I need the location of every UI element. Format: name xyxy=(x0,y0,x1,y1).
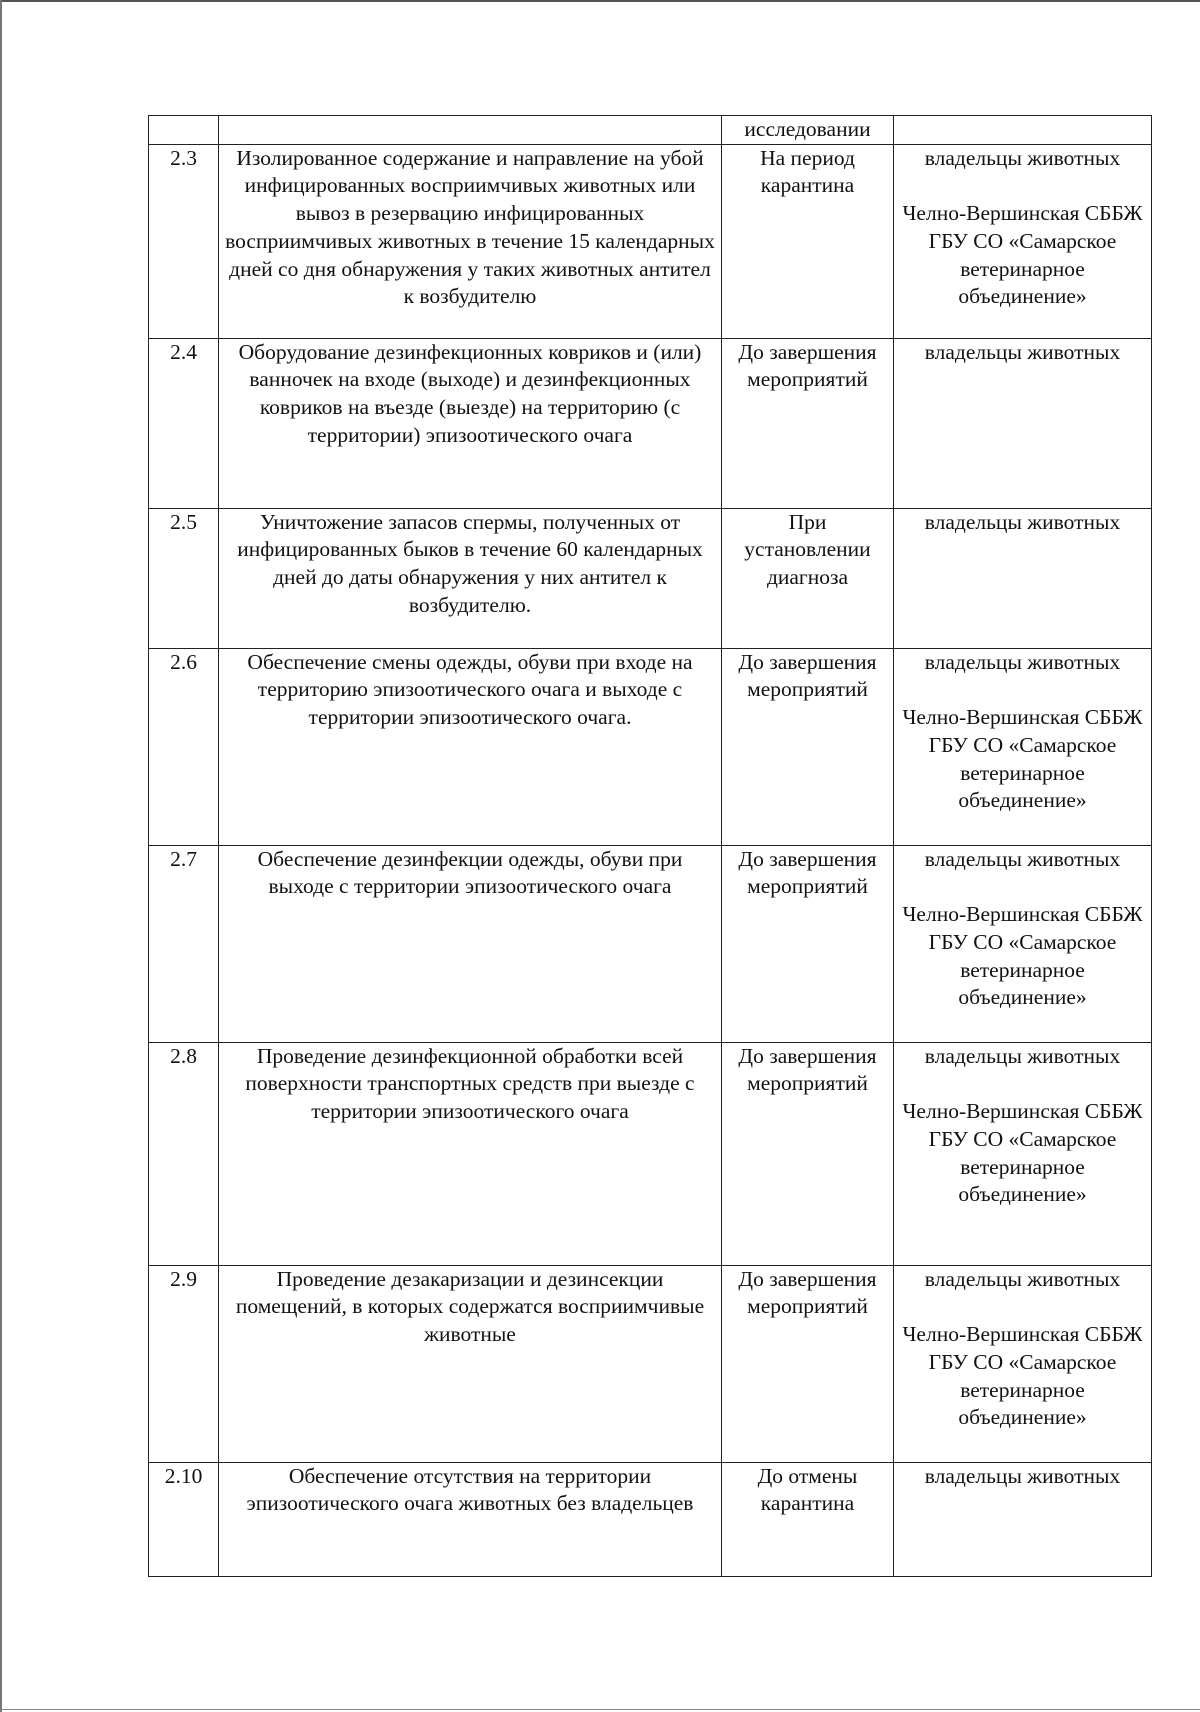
cell-num: 2.7 xyxy=(149,845,219,1042)
cell-term: До завершения мероприятий xyxy=(722,845,894,1042)
responsible-org: Челно-Вершинская СББЖ ГБУ СО «Самарское ветеринарное объединение» xyxy=(902,1099,1143,1207)
responsible-org: Челно-Вершинская СББЖ ГБУ СО «Самарское ветеринарное объединение» xyxy=(902,902,1143,1010)
scan-edge-left xyxy=(0,0,2,1712)
responsible-owner: владельцы животных xyxy=(924,846,1121,871)
cell-num: 2.9 xyxy=(149,1265,219,1462)
cell-term: До завершения мероприятий xyxy=(722,1265,894,1462)
cell-measure: Оборудование дезинфекционных ковриков и (или) ванночек на входе (выходе) и дезинфекционных ковриков на въезде (выезде) на территорию (с территории) эпизоотического очага xyxy=(219,338,722,508)
cell-num: 2.4 xyxy=(149,338,219,508)
cell-measure: Обеспечение дезинфекции одежды, обуви при выходе с территории эпизоотического очага xyxy=(219,845,722,1042)
responsible-owner: владельцы животных xyxy=(924,1043,1121,1068)
responsible-owner: владельцы животных xyxy=(924,145,1121,170)
cell-measure: Обеспечение смены одежды, обуви при входе на территорию эпизоотического очага и выходе с территории эпизоотического очага. xyxy=(219,648,722,845)
table-row xyxy=(149,144,1152,338)
cell-measure: Уничтожение запасов спермы, полученных от инфицированных быков в течение 60 календарных дней до даты обнаружения у них антител к возбудителю. xyxy=(219,508,722,648)
cell-num: 2.8 xyxy=(149,1042,219,1265)
responsible-org: Челно-Вершинская СББЖ ГБУ СО «Самарское ветеринарное объединение» xyxy=(902,705,1143,813)
cell-term: До завершения мероприятий xyxy=(722,1042,894,1265)
cell-responsible xyxy=(894,1042,1152,1265)
table-row xyxy=(149,1265,1152,1462)
cell-term: До отмены карантина xyxy=(722,1462,894,1576)
cell-responsible xyxy=(894,338,1152,508)
cell-responsible xyxy=(894,648,1152,845)
table-row xyxy=(149,845,1152,1042)
responsible-owner: владельцы животных xyxy=(924,1463,1121,1488)
cell-responsible xyxy=(894,116,1152,145)
responsible-org: Челно-Вершинская СББЖ ГБУ СО «Самарское ветеринарное объединение» xyxy=(902,201,1143,309)
responsible-org: Челно-Вершинская СББЖ ГБУ СО «Самарское ветеринарное объединение» xyxy=(902,1322,1143,1430)
cell-measure: Изолированное содержание и направление на убой инфицированных восприимчивых животных или вывоз в резервацию инфицированных восприимчивых животных в течение 15 календарных дней со дня обнаружения у таких животных антител к возбудителю xyxy=(219,144,722,338)
cell-responsible xyxy=(894,144,1152,338)
cell-term: До завершения мероприятий xyxy=(722,338,894,508)
measures-table xyxy=(148,115,1152,1577)
cell-measure: Обеспечение отсутствия на территории эпизоотического очага животных без владельцев xyxy=(219,1462,722,1576)
cell-term: исследовании xyxy=(722,116,894,145)
cell-responsible xyxy=(894,508,1152,648)
responsible-owner: владельцы животных xyxy=(924,339,1121,364)
table-row xyxy=(149,338,1152,508)
cell-measure xyxy=(219,116,722,145)
table-row xyxy=(149,1042,1152,1265)
scan-edge-top xyxy=(0,0,1200,2)
cell-responsible xyxy=(894,845,1152,1042)
cell-term: На период карантина xyxy=(722,144,894,338)
table-row xyxy=(149,1462,1152,1576)
responsible-owner: владельцы животных xyxy=(924,509,1121,534)
cell-num: 2.3 xyxy=(149,144,219,338)
table-row xyxy=(149,508,1152,648)
cell-num xyxy=(149,116,219,145)
cell-measure: Проведение дезинфекционной обработки всей поверхности транспортных средств при выезде с территории эпизоотического очага xyxy=(219,1042,722,1265)
cell-responsible xyxy=(894,1265,1152,1462)
table-row xyxy=(149,648,1152,845)
cell-num: 2.6 xyxy=(149,648,219,845)
cell-num: 2.5 xyxy=(149,508,219,648)
cell-num: 2.10 xyxy=(149,1462,219,1576)
cell-term: До завершения мероприятий xyxy=(722,648,894,845)
scan-edge-bottom xyxy=(0,1709,1200,1710)
cell-measure: Проведение дезакаризации и дезинсекции помещений, в которых содержатся восприимчивые животные xyxy=(219,1265,722,1462)
responsible-owner: владельцы животных xyxy=(924,1266,1121,1291)
cell-term: При установлении диагноза xyxy=(722,508,894,648)
responsible-owner: владельцы животных xyxy=(924,649,1121,674)
cell-responsible xyxy=(894,1462,1152,1576)
table-row-continuation xyxy=(149,116,1152,145)
